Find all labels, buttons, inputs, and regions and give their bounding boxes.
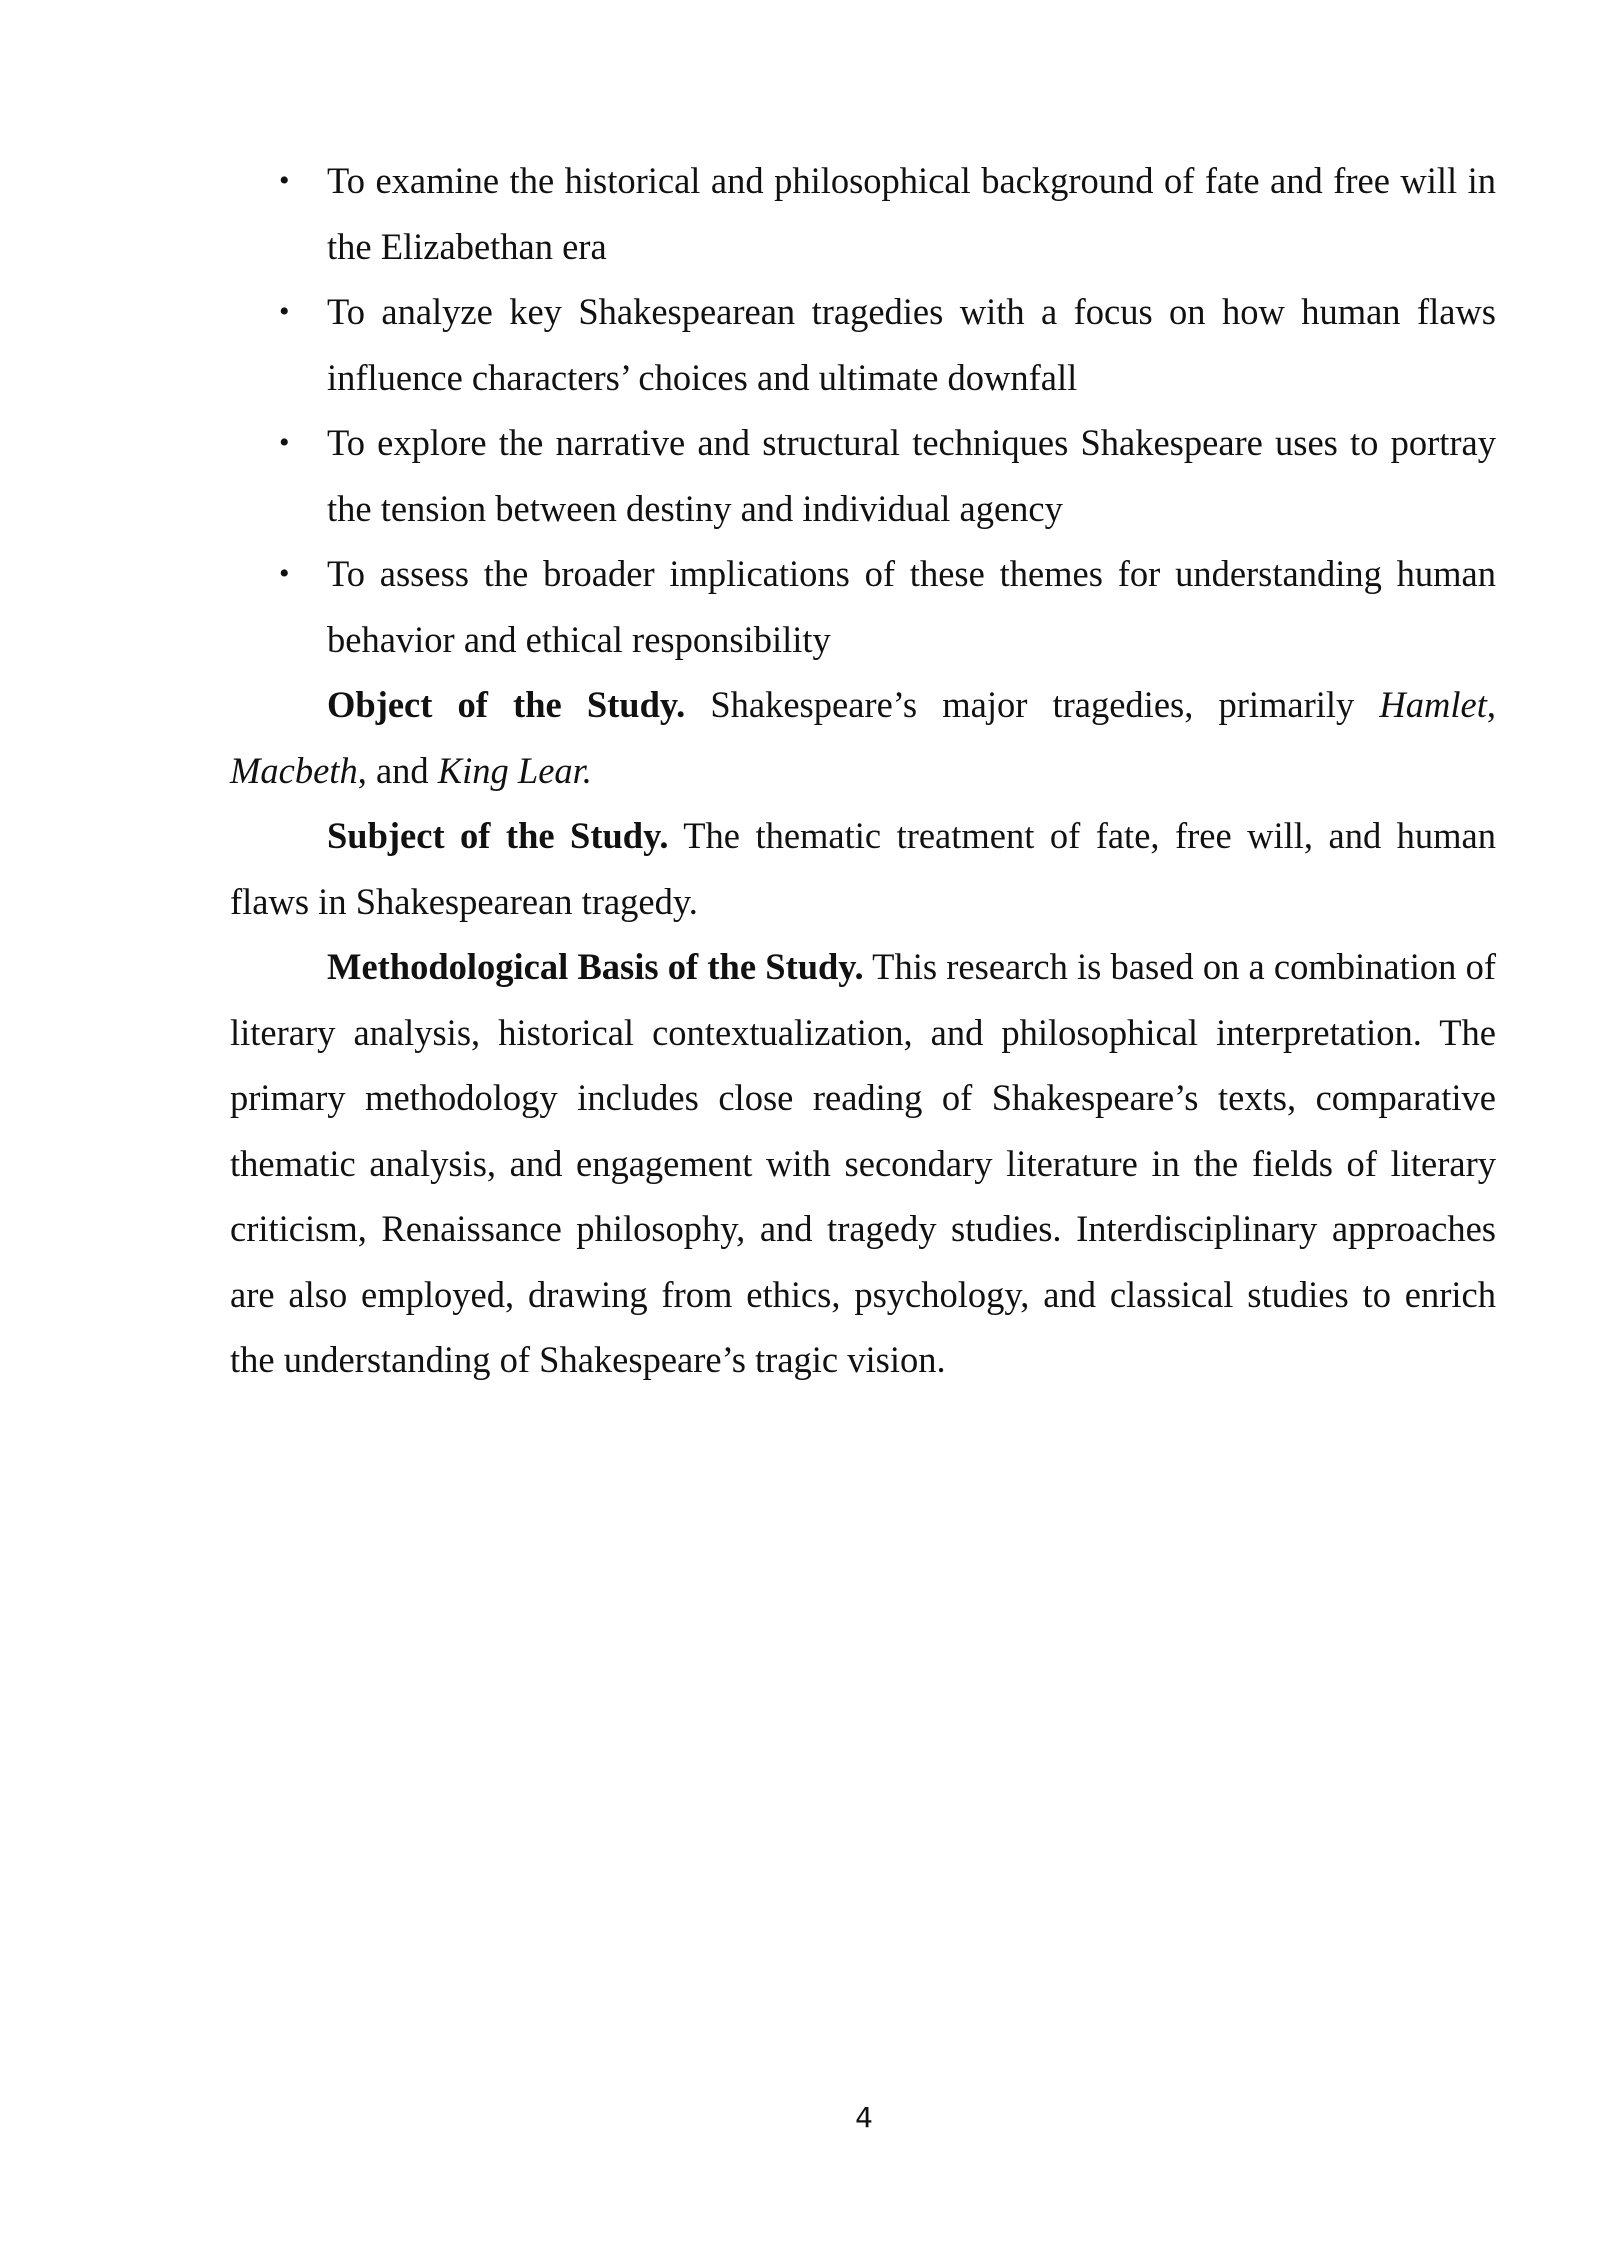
methodology-heading: Methodological Basis of the Study. <box>327 946 864 987</box>
object-text: Shakespeare’s major tragedies, primarily <box>685 684 1380 725</box>
object-heading: Object of the Study. <box>327 684 686 725</box>
objectives-list <box>230 148 1496 672</box>
work-title-hamlet: Hamlet <box>1379 684 1487 725</box>
bullet-icon: • <box>279 426 290 459</box>
methodology-paragraph <box>230 934 1496 1393</box>
page-body <box>230 148 1496 1393</box>
object-separator: , <box>1486 684 1496 725</box>
bullet-icon: • <box>279 557 290 590</box>
bullet-icon: • <box>279 295 290 328</box>
bullet-icon: • <box>279 164 290 197</box>
methodology-text: This research is based on a combination of literary analysis, historical contextualization, and philosophical interpretation. The primary methodology includes close reading of Shakespeare’s texts, comparative thematic analysis, and engagement with secondary literature in the fields of literary criticism, Renaissance philosophy, and tragedy studies. Interdisciplinary approaches are also employed, drawing from ethics, psychology, and classical studies to enrich the understanding of Shakespeare’s tragic vision. <box>230 946 1496 1380</box>
object-separator: , and <box>357 749 438 791</box>
list-item <box>230 541 1496 672</box>
objective-text: To assess the broader implications of these themes for understanding human behavior and ethical responsibility <box>327 553 1496 660</box>
subject-of-study-paragraph <box>230 803 1496 934</box>
page-number: 4 <box>855 2101 873 2134</box>
objective-text: To examine the historical and philosophical background of fate and free will in the Elizabethan era <box>327 160 1496 267</box>
objective-text: To explore the narrative and structural techniques Shakespeare uses to portray the tension between destiny and individual agency <box>327 422 1496 529</box>
subject-heading: Subject of the Study. <box>327 815 669 856</box>
list-item <box>230 279 1496 410</box>
objective-text: To analyze key Shakespearean tragedies with a focus on how human flaws influence characters’ choices and ultimate downfall <box>327 291 1496 398</box>
subject-text: The thematic treatment of fate, free will, and human flaws in Shakespearean tragedy. <box>230 815 1496 922</box>
list-item <box>230 410 1496 541</box>
work-title-king-lear: King Lear. <box>437 749 592 791</box>
work-title-macbeth: Macbeth <box>230 749 358 791</box>
object-of-study-paragraph <box>230 672 1496 803</box>
list-item <box>230 148 1496 279</box>
